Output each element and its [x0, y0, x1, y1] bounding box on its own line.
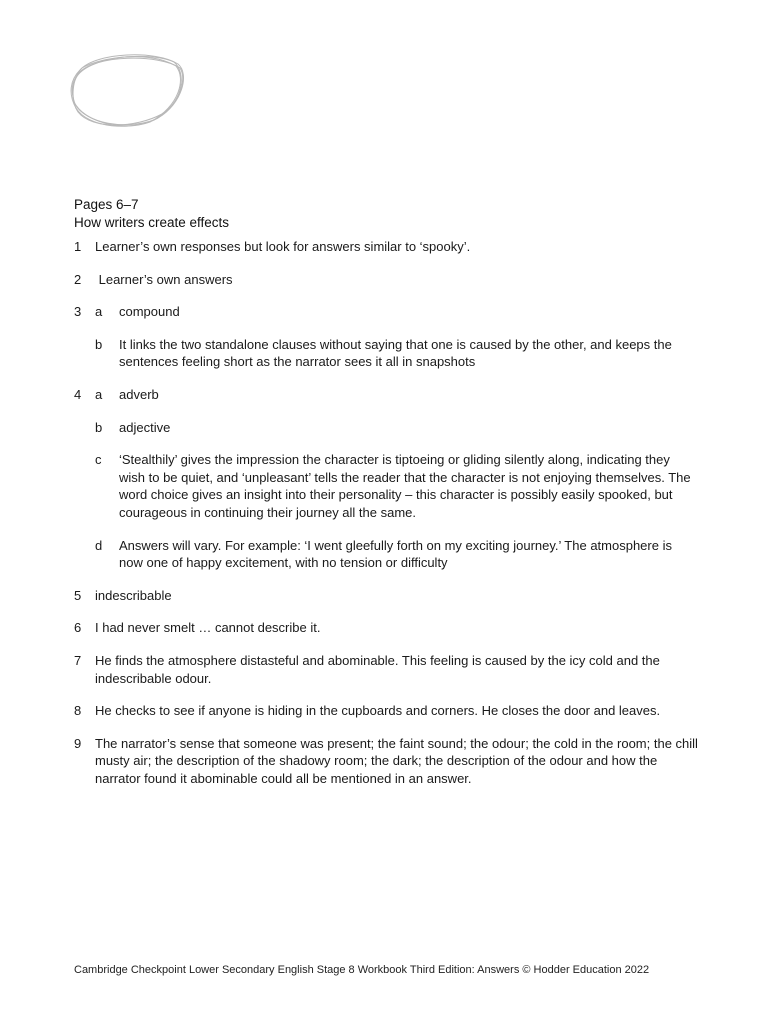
answer-4c [74, 451, 698, 521]
answer-text: I had never smelt … cannot describe it. [95, 620, 321, 636]
answer-number: 1 [74, 239, 82, 254]
answer-letter: d [95, 537, 103, 553]
answer-text: He finds the atmosphere distasteful and abominable. This feeling is caused by the icy cold and the indescribable odour. [95, 652, 660, 686]
answer-number: 3 [74, 304, 82, 320]
answer-text: It links the two standalone clauses without saying that one is caused by the other, and keeps the sentences feeling short as the narrator sees it all in snapshots [119, 336, 672, 370]
answer-text: indescribable [95, 587, 172, 603]
answer-text: adverb [119, 386, 159, 402]
answer-4a [74, 386, 698, 404]
answer-number: 5 [74, 587, 82, 603]
answer-3a [74, 303, 698, 321]
answer-text: compound [119, 304, 180, 320]
answer-number [74, 537, 95, 572]
answer-number: 8 [74, 703, 82, 719]
answer-text: Learner’s own responses but look for answers similar to ‘spooky’. [95, 239, 471, 254]
answer-number [74, 451, 95, 521]
answer-4b [74, 419, 698, 437]
answer-number [74, 419, 95, 437]
pages-heading: Pages 6–7 [74, 197, 139, 212]
answer-number: 7 [74, 652, 82, 668]
section-header [74, 196, 714, 232]
answer-text: ‘Stealthily’ gives the impression the character is tiptoeing or gliding silently along, indicating they wish to be quiet, and ‘unpleasant’ tells the reader that the character is not enjoying themselves. The word choice gives an insight into their personality – this character is possibly easily spooked, but courageous in continuing their journey all the same. [119, 452, 691, 520]
answer-letter: c [95, 452, 102, 468]
answer-8 [74, 702, 698, 720]
answer-letter: b [95, 419, 103, 435]
answer-letter: b [95, 336, 103, 352]
answer-number: 4 [74, 386, 82, 402]
answer-7 [74, 652, 698, 687]
answer-text: Learner’s own answers [95, 271, 233, 287]
answer-list [74, 238, 698, 787]
answer-text: He checks to see if anyone is hiding in the cupboards and corners. He closes the door and leaves. [95, 703, 661, 719]
answer-number: 2 [74, 271, 82, 287]
answer-text: adjective [119, 419, 171, 435]
answer-letter: a [95, 386, 103, 402]
answer-4d [74, 537, 698, 572]
answer-6 [74, 619, 698, 637]
page-footer: Cambridge Checkpoint Lower Secondary English Stage 8 Workbook Third Edition: Answers © Hodder Education 2022 [74, 964, 650, 976]
answer-number: 9 [74, 735, 82, 751]
answer-1 [74, 238, 698, 256]
answer-text: The narrator’s sense that someone was present; the faint sound; the odour; the cold in the room; the chill musty air; the description of the shadowy room; the dark; the description of the odour and how the narrator found it abominable could all be mentioned in an answer. [95, 735, 698, 786]
answer-number: 6 [74, 620, 82, 636]
answer-9 [74, 735, 698, 788]
answer-text: Answers will vary. For example: ‘I went gleefully forth on my exciting journey.’ The atmosphere is now one of happy excitement, with no tension or difficulty [119, 537, 672, 571]
scribble-circle-logo [66, 48, 190, 132]
answer-number [74, 336, 95, 371]
answer-letter: a [95, 304, 103, 320]
answer-3b [74, 336, 698, 371]
section-title: How writers create effects [74, 215, 230, 230]
answer-5 [74, 587, 698, 605]
answer-2 [74, 271, 698, 289]
